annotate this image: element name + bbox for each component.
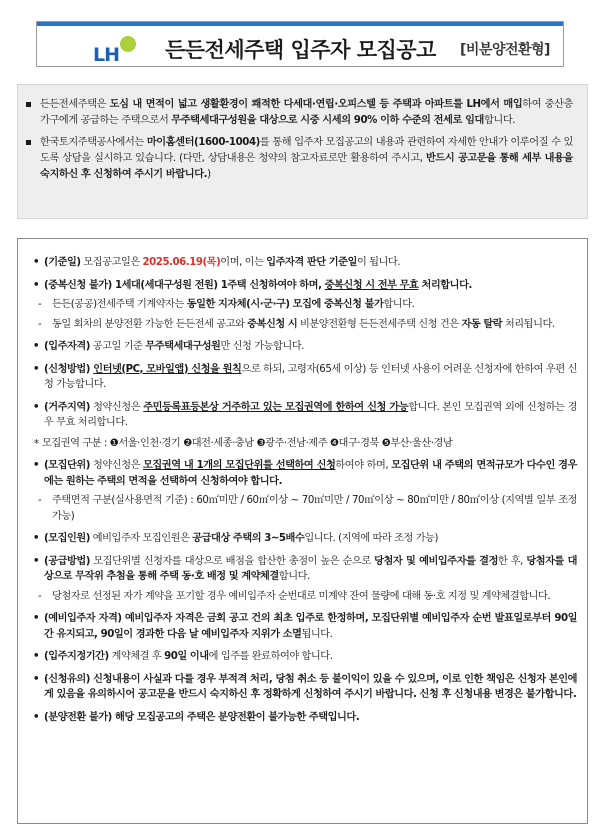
page-subtitle: [비분양전환형] xyxy=(460,42,550,58)
rule-recruitment-count: • (모집인원) 예비입주자 모집인원은 공급대상 주택의 3~5배수입니다. (지역에 따라 조정 가능) xyxy=(32,531,577,547)
rules-box xyxy=(17,238,588,824)
rule-region-list: * 모집권역 구분 : ❶서울·인천·경기 ❷대전·세종·충남 ❸광주·전남·제주 ❹대구·경북 ❺부산·울산·경남 xyxy=(32,436,577,452)
rule-move-in-period: • (입주지정기간) 계약체결 후 90일 이내에 입주를 완료하여야 합니다. xyxy=(32,649,577,665)
rule-duplicate-note-1: - 든든(공공)전세주택 기계약자는 동일한 지자체(시·군·구) 모집에 중복신청 불가합니다. xyxy=(32,297,577,313)
announcement-date: 2025.06.19(목) xyxy=(142,257,221,268)
logo-text: LH xyxy=(93,44,120,66)
rule-duplicate-note-2: - 동일 회차의 분양전환 가능한 든든전세 공고와 중복신청 시 비분양전환형 든든전세주택 신청 건은 자동 탈락 처리됩니다. xyxy=(32,317,577,333)
intro-paragraph-1: 든든전세주택은 도심 내 면적이 넓고 생활환경이 쾌적한 다세대·연립·오피스텔 등 주택과 아파트를 LH에서 매입하여 중산층 가구에게 공급하는 주택으로서 무주택세대구성원을 대상으로 시중 시세의 90% 이하 수준의 전세로 임대합니다. xyxy=(40,97,573,129)
rule-recruitment-unit: • (모집단위) 청약신청은 모집권역 내 1개의 모집단위를 선택하여 신청하여야 하며, 모집단위 내 주택의 면적규모가 다수인 경우에는 원하는 주택의 면적을 선택하여 신청하여야 합니다. xyxy=(32,458,577,489)
intro-box xyxy=(17,84,588,219)
rule-supply-note: - 당첨자로 선정된 자가 계약을 포기할 경우 예비입주자 순번대로 미계약 잔여 물량에 대해 동·호 지정 및 계약체결합니다. xyxy=(32,589,577,605)
rule-duplicate-application: • (중복신청 불가) 1세대(세대구성원 전원) 1주택 신청하여야 하며, 중복신청 시 전부 무효 처리합니다. xyxy=(32,278,577,294)
square-bullet-icon xyxy=(26,140,31,145)
intro-paragraph-2: 한국토지주택공사에서는 마이홈센터(1600-1004)를 통해 입주자 모집공고의 내용과 관련하여 자세한 안내가 이루어질 수 있도록 상담을 실시하고 있습니다. (다만, 상담내용은 청약의 참고자료로만 활용하여 주시고, 반드시 공고문을 통해 세부 내용을 숙지하신 후 신청하여 주시기 바랍니다.) xyxy=(40,135,573,183)
rule-application-method: • (신청방법) 인터넷(PC, 모바일앱) 신청을 원칙으로 하되, 고령자(65세 이상) 등 인터넷 사용이 어려운 신청자에 한하여 우편 신청 가능합니다. xyxy=(32,362,577,393)
lh-logo-icon xyxy=(93,38,153,66)
rule-area-categories: - 주택면적 구분(실사용면적 기준) : 60㎡미만 / 60㎡이상 ~ 70㎡미만 / 70㎡이상 ~ 80㎡미만 / 80㎡이상 (지역별 일부 조정 가능) xyxy=(32,493,577,524)
rule-application-caution: • (신청유의) 신청내용이 사실과 다를 경우 부적격 처리, 당첨 취소 등 불이익이 있을 수 있으며, 이로 인한 책임은 신청자 본인에게 있음을 유의하시어 공고문을 반드시 숙지하신 후 정확하게 신청하여 주시기 바랍니다. 신청 후 신청내용 변경은 불가합니다. xyxy=(32,672,577,703)
rule-eligibility: • (입주자격) 공고일 기준 무주택세대구성원만 신청 가능합니다. xyxy=(32,339,577,355)
rule-reserve-qualification: • (예비입주자 자격) 예비입주자 자격은 금회 공고 건의 최초 입주로 한정하며, 모집단위별 예비입주자 순번 발표일로부터 90일간 유지되고, 90일이 경과한 다음 날 예비입주자 지위가 소멸됩니다. xyxy=(32,611,577,642)
title-banner xyxy=(36,21,564,67)
rule-no-sale-conversion: • (분양전환 불가) 해당 모집공고의 주택은 분양전환이 불가능한 주택입니다. xyxy=(32,710,577,726)
rule-supply-method: • (공급방법) 모집단위별 신청자를 대상으로 배점을 합산한 총점이 높은 순으로 당첨자 및 예비입주자를 결정한 후, 당첨자를 대상으로 무작위 추첨을 통해 주택 동·호 배정 및 계약체결합니다. xyxy=(32,554,577,585)
rule-residence-area: • (거주지역) 청약신청은 주민등록표등본상 거주하고 있는 모집권역에 한하여 신청 가능합니다. 본인 모집권역 외에 신청하는 경우 무효 처리합니다. xyxy=(32,400,577,431)
title-banner-accent-bar xyxy=(37,22,563,26)
logo-dot-icon xyxy=(120,36,136,52)
page-title: 든든전세주택 입주자 모집공고 xyxy=(165,38,436,62)
square-bullet-icon xyxy=(26,102,31,107)
rule-reference-date: • (기준일) 모집공고일은 2025.06.19(목)이며, 이는 입주자격 판단 기준일이 됩니다. xyxy=(32,255,577,271)
